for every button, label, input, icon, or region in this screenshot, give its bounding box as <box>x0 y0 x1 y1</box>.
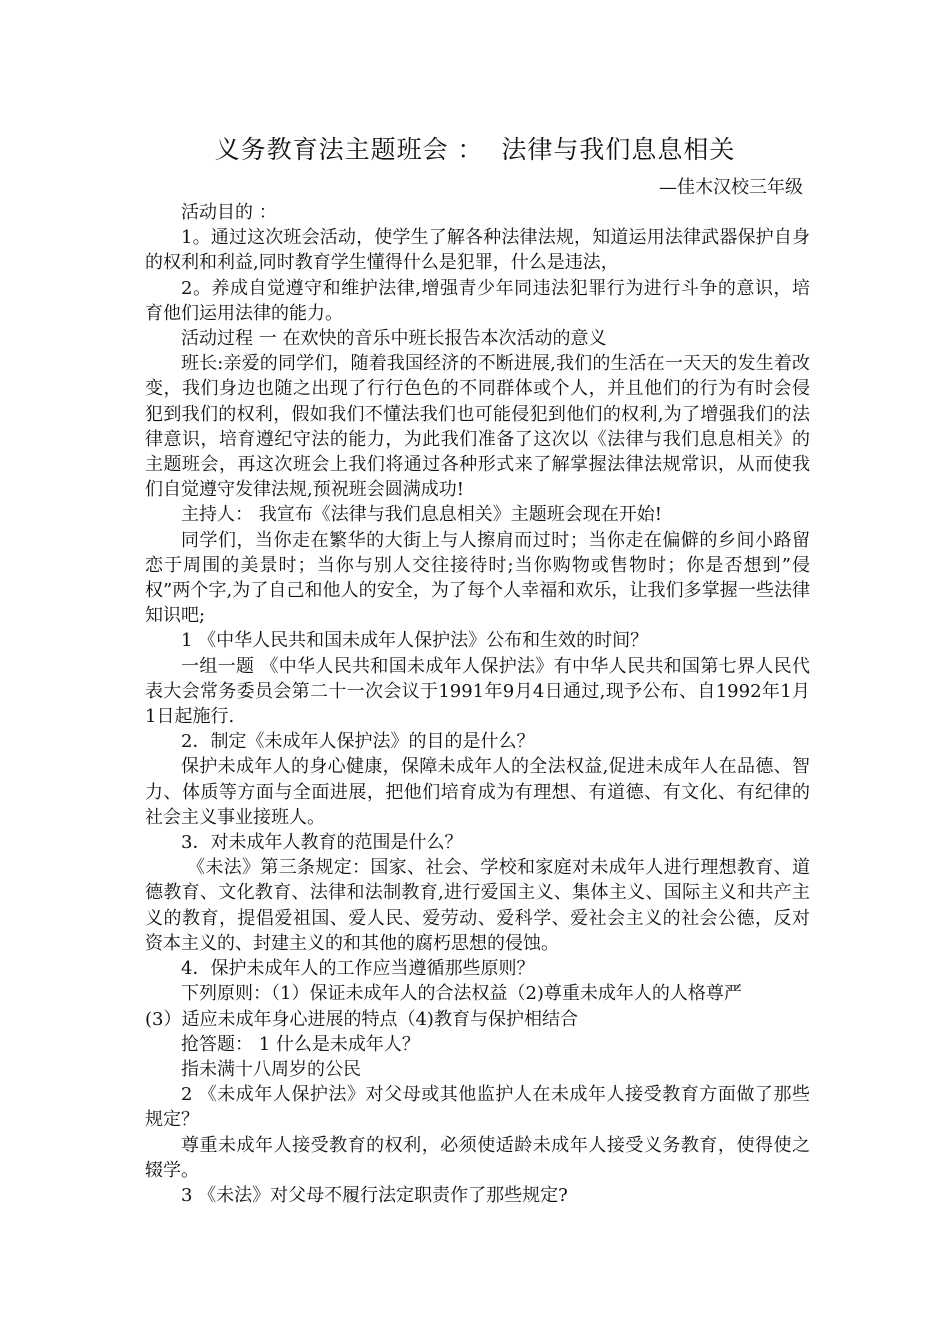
document-title: 义务教育法主题班会 ： 法律与我们息息相关 <box>214 135 736 164</box>
paragraph-question-1: 1 《中华人民共和国未成年人保护法》公布和生效的时间？ <box>181 630 649 652</box>
paragraph-quiz-answer-2: 尊重未成年人接受教育的权利，必须使适龄未成年人接受义务教育，使得使之辍学。 <box>145 1134 810 1181</box>
paragraph-question-3: 3．对未成年人教育的范围是什么？ <box>181 832 463 854</box>
paragraph-purpose-1: 1。通过这次班会活动，使学生了解各种法律法规，知道运用法律武器保护自身的权利和利益,同时教育学生懂得什么是犯罪，什么是违法， <box>145 227 810 274</box>
paragraph-monitor-speech: 班长:亲爱的同学们，随着我国经济的不断进展,我们的生活在一天天的发生着改变，我们身边也随之出现了行行色色的不同群体或个人，并且他们的行为有时会侵犯到我们的权利，假如我们不懂法我们也可能侵犯到他们的权利,为了增强我们的法律意识，培育遵纪守法的能力，为此我们准备了这次以《法律与我们息息相关》的主题班会，再这次班会上我们将通过各种形式来了解掌握法律法规常识，从而使我们自觉遵守发律法规,预祝班会圆满成功! <box>145 353 810 501</box>
paragraph-answer-2: 保护未成年人的身心健康，保障未成年人的全法权益,促进未成年人在品德、智力、体质等方面与全面进展，把他们培育成为有理想、有道德、有文化、有纪律的社会主义事业接班人。 <box>145 756 810 828</box>
document-byline: —佳木汉校三年级 <box>659 177 803 198</box>
paragraph-answer-3: 《未法》第三条规定：国家、社会、学校和家庭对未成年人进行理想教育、道德教育、文化教育、法律和法制教育,进行爱国主义、集体主义、国际主义和共产主义的教育，提倡爱祖国、爱人民、爱劳动、爱科学、爱社会主义的社会公德，反对资本主义的、封建主义的和其他的腐朽思想的侵蚀。 <box>145 857 810 954</box>
paragraph-process-heading: 活动过程 一 在欢快的音乐中班长报告本次活动的意义 <box>181 328 607 350</box>
paragraph-quiz-answer-1: 指未满十八周岁的公民 <box>181 1058 361 1080</box>
paragraph-question-4: 4．保护未成年人的工作应当遵循那些原则？ <box>181 958 535 980</box>
paragraph-purpose-2: 2。养成自觉遵守和维护法律,增强青少年同违法犯罪行为进行斗争的意识，培育他们运用法律的能力。 <box>145 277 810 324</box>
paragraph-quiz-question-1: 抢答题： 1 什么是未成年人？ <box>181 1033 420 1055</box>
paragraph-question-2: 2．制定《未成年人保护法》的目的是什么？ <box>181 731 535 753</box>
document-body <box>145 200 810 1208</box>
paragraph-answer-4b: (3）适应未成年身心进展的特点（4)教育与保护相结合 <box>145 1008 578 1030</box>
paragraph-host-intro: 同学们，当你走在繁华的大街上与人擦肩而过时；当你走在偏僻的乡间小路留恋于周围的美景时；当你与别人交往接待时;当你购物或售物时；你是否想到”侵权”两个字,为了自己和他人的安全，为了每个人幸福和欢乐，让我们多掌握一些法律知识吧; <box>145 529 810 627</box>
paragraph-answer-4a: 下列原则：（1）保证未成年人的合法权益（2)尊重未成年人的人格尊严 <box>181 983 742 1005</box>
paragraph-host-announcement: 主持人： 我宣布《法律与我们息息相关》主题班会现在开始! <box>181 504 662 526</box>
paragraph-quiz-question-3: 3 《未法》对父母不履行法定职责作了那些规定? <box>181 1184 568 1206</box>
paragraph-answer-1: 一组一题 《中华人民共和国未成年人保护法》有中华人民共和国第七界人民代表大会常务委员会第二十一次会议于1991年9月4日通过,现予公布、自1992年1月1日起施行. <box>145 655 810 728</box>
paragraph-quiz-question-2: 2 《未成年人保护法》对父母或其他监护人在未成年人接受教育方面做了那些规定？ <box>145 1084 810 1131</box>
paragraph-purpose-heading: 活动目的 ： <box>181 202 277 223</box>
